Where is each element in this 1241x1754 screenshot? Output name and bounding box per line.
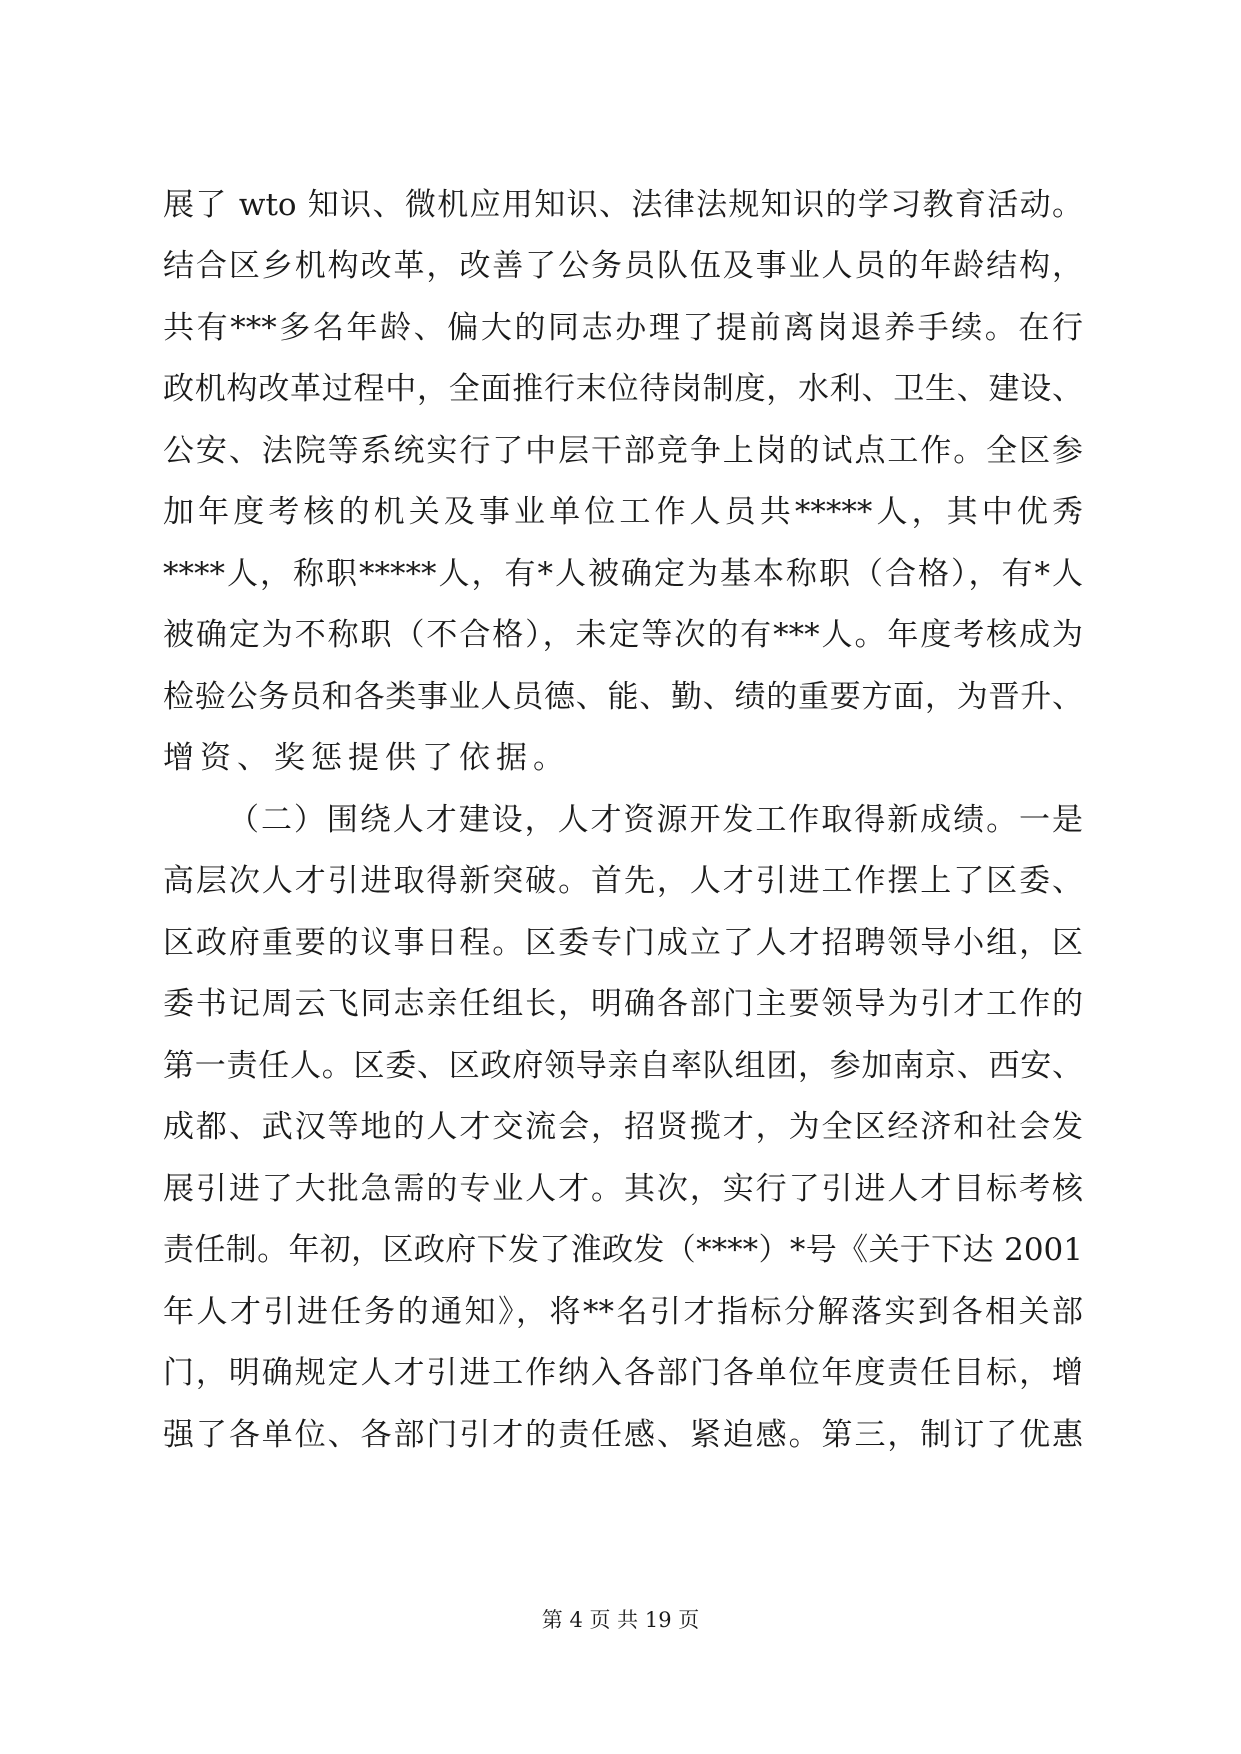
text-line: 展引进了大批急需的专业人才。其次，实行了引进人才目标考核 xyxy=(163,1171,1083,1207)
text-line: ****人，称职*****人，有*人被确定为基本称职（合格），有*人 xyxy=(163,556,1083,592)
text-line: 第一责任人。区委、区政府领导亲自率队组团，参加南京、西安、 xyxy=(163,1048,1083,1084)
text-line: 加年度考核的机关及事业单位工作人员共*****人，其中优秀 xyxy=(163,494,1083,530)
text-line: 年人才引进任务的通知》，将**名引才指标分解落实到各相关部 xyxy=(163,1294,1083,1330)
text-line: 责任制。年初，区政府下发了淮政发（****）*号《关于下达 2001 xyxy=(163,1232,1083,1268)
page-footer: 第 4 页 共 19 页 xyxy=(541,1608,700,1632)
text-line: 检验公务员和各类事业人员德、能、勤、绩的重要方面，为晋升、 xyxy=(163,679,1083,715)
text-line: 公安、法院等系统实行了中层干部竞争上岗的试点工作。全区参 xyxy=(163,433,1083,469)
text-line: 被确定为不称职（不合格），未定等次的有***人。年度考核成为 xyxy=(163,617,1083,653)
text-line: 共有***多名年龄、偏大的同志办理了提前离岗退养手续。在行 xyxy=(163,310,1083,346)
text-line: 门，明确规定人才引进工作纳入各部门各单位年度责任目标，增 xyxy=(163,1355,1083,1391)
text-line: 高层次人才引进取得新突破。首先，人才引进工作摆上了区委、 xyxy=(163,863,1083,899)
text-line: 区政府重要的议事日程。区委专门成立了人才招聘领导小组，区 xyxy=(163,925,1083,961)
text-line: 结合区乡机构改革，改善了公务员队伍及事业人员的年龄结构， xyxy=(163,248,1083,284)
text-line: 政机构改革过程中，全面推行末位待岗制度，水利、卫生、建设、 xyxy=(163,371,1083,407)
text-line: 强了各单位、各部门引才的责任感、紧迫感。第三，制订了优惠 xyxy=(163,1417,1083,1453)
section-heading-line: （二）围绕人才建设，人才资源开发工作取得新成绩。一是 xyxy=(228,802,1083,838)
text-line: 成都、武汉等地的人才交流会，招贤揽才，为全区经济和社会发 xyxy=(163,1109,1083,1145)
text-line: 展了 wto 知识、微机应用知识、法律法规知识的学习教育活动。 xyxy=(163,187,1083,223)
text-line: 委书记周云飞同志亲任组长，明确各部门主要领导为引才工作的 xyxy=(163,986,1083,1022)
text-line: 增资、奖惩提供了依据。 xyxy=(163,740,570,776)
